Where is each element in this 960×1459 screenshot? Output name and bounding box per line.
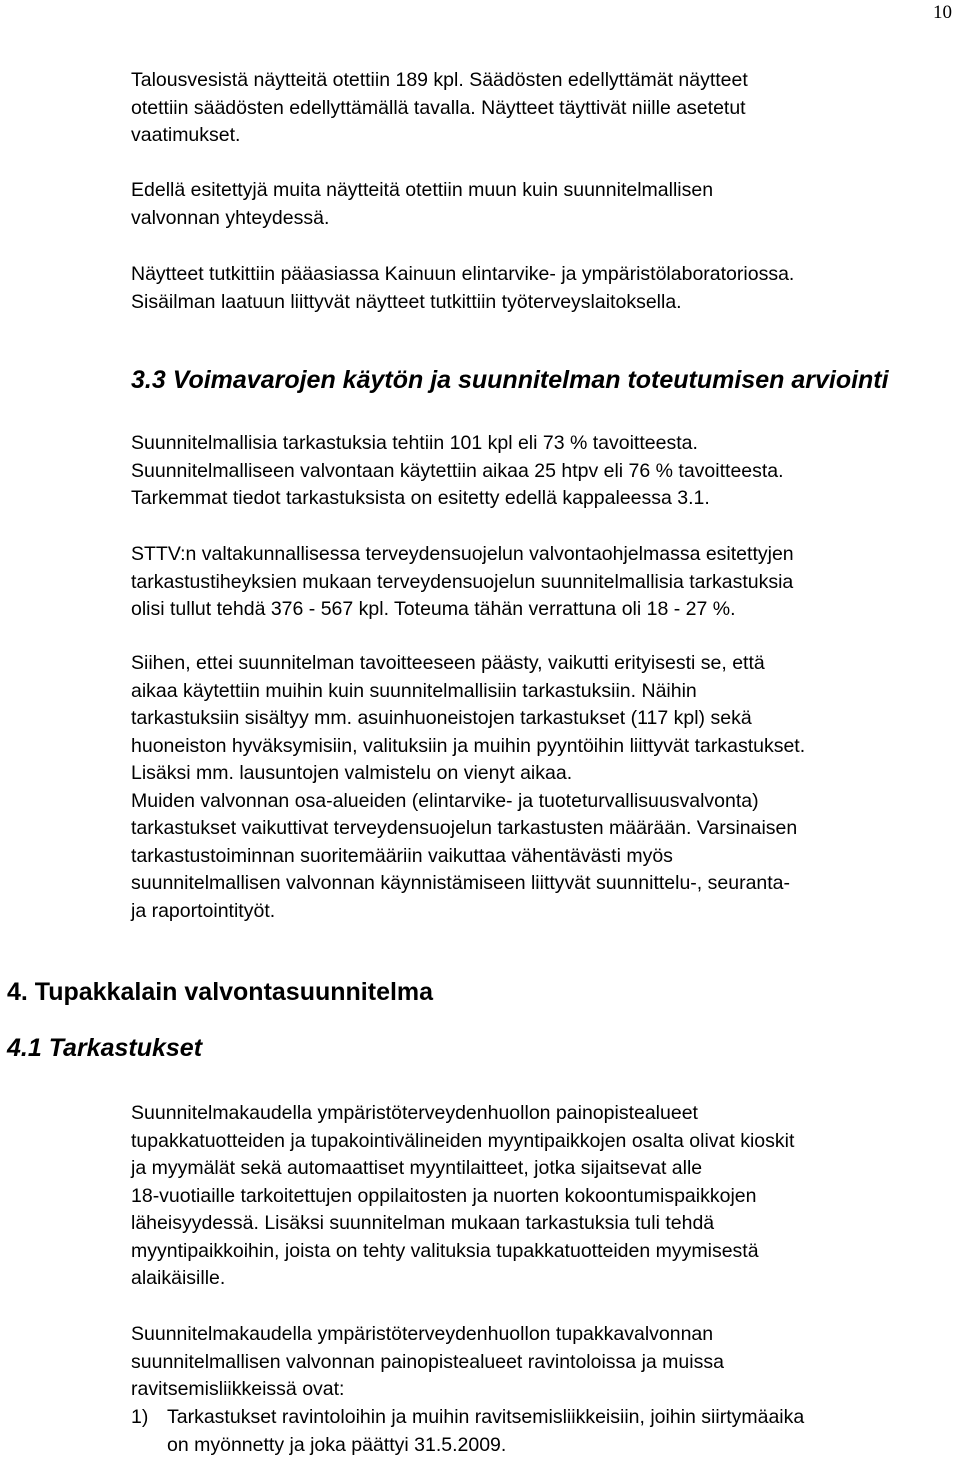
text-line: suunnitelmallisen valvonnan käynnistämiseen liittyvät suunnittelu-, seuranta- xyxy=(131,872,791,894)
paragraph-inspections-done xyxy=(131,430,951,513)
text-line: läheisyydessä. Lisäksi suunnitelman mukaan tarkastuksia tuli tehdä xyxy=(131,1212,715,1234)
text-line: tarkastustoiminnan suoritemääriin vaikuttaa vähentävästi myös xyxy=(131,844,673,867)
text-line: alaikäisille. xyxy=(131,1267,226,1289)
text-line: Suunnitelmakaudella ympäristöterveydenhuollon painopistealueet xyxy=(131,1102,698,1124)
text-line: Suunnitelmallisia tarkastuksia tehtiin 101 kpl eli 73 % tavoitteesta. xyxy=(131,432,698,454)
text-line: tupakkatuotteiden ja tupakointivälineiden myyntipaikkojen osalta olivat kioskit xyxy=(131,1129,795,1152)
text-line: Näytteet tutkittiin pääasiassa Kainuun elintarvike- ja ympäristölaboratoriossa. xyxy=(131,263,795,285)
text-line: tarkastukset vaikuttivat terveydensuojelun tarkastusten määrään. Varsinaisen xyxy=(131,817,798,839)
text-line: Tarkastukset ravintoloihin ja muihin ravitsemisliikkeisiin, joihin siirtymäaika xyxy=(167,1406,805,1428)
text-line: suunnitelmallisen valvonnan painopistealueet ravintoloissa ja muissa xyxy=(131,1350,724,1373)
paragraph-restaurant-priorities xyxy=(131,1321,951,1404)
chapter-heading-4: 4. Tupakkalain valvontasuunnitelma xyxy=(7,978,434,1006)
text-line: Tarkemmat tiedot tarkastuksista on esitetty edellä kappaleessa 3.1. xyxy=(131,487,710,509)
text-line: valvonnan yhteydessä. xyxy=(131,206,330,229)
numbered-list-item xyxy=(131,1404,804,1459)
text-line: STTV:n valtakunnallisessa terveydensuojelun valvontaohjelmassa esitettyjen xyxy=(131,543,794,565)
section-heading-3-3: 3.3 Voimavarojen käytön ja suunnitelman toteutumisen arviointi xyxy=(131,366,889,394)
text-line: Suunnitelmakaudella ympäristöterveydenhuollon tupakkavalvonnan xyxy=(131,1323,714,1345)
text-line: 18-vuotiaille tarkoitettujen oppilaitosten ja nuorten kokoontumispaikkojen xyxy=(131,1184,757,1207)
text-line: tarkastuksiin sisältyy mm. asuinhuoneistojen tarkastukset (117 kpl) sekä xyxy=(131,707,752,729)
text-line: Lisäksi mm. lausuntojen valmistelu on vienyt aikaa. xyxy=(131,762,573,784)
text-line: on myönnetty ja joka päättyi 31.5.2009. xyxy=(167,1433,507,1456)
text-line: Suunnitelmalliseen valvontaan käytettiin aikaa 25 htpv eli 76 % tavoitteesta. xyxy=(131,459,784,482)
paragraph-laboratories xyxy=(131,261,951,316)
paragraph-tobacco-priorities xyxy=(131,1100,951,1293)
text-line: Edellä esitettyjä muita näytteitä otettiin muun kuin suunnitelmallisen xyxy=(131,179,714,201)
text-line: Siihen, ettei suunnitelman tavoitteeseen päästy, vaikutti erityisesti se, että xyxy=(131,652,765,674)
section-heading-4-1: 4.1 Tarkastukset xyxy=(7,1034,203,1062)
text-line: myyntipaikkoihin, joista on tehty valituksia tupakkatuotteiden myymisestä xyxy=(131,1239,759,1262)
paragraph-sttv-program xyxy=(131,541,951,624)
text-line: huoneiston hyväksymisiin, valituksiin ja muihin pyyntöihin liittyvät tarkastukset. xyxy=(131,734,806,757)
text-line: ja myymälät sekä automaattiset myyntilaitteet, jotka sijaitsevat alle xyxy=(131,1157,703,1179)
text-line: aikaa käytettiin muihin kuin suunnitelmallisiin tarkastuksiin. Näihin xyxy=(131,679,697,702)
list-item-text xyxy=(167,1404,804,1459)
text-line: ja raportointityöt. xyxy=(131,899,276,922)
text-line: ravitsemisliikkeissä ovat: xyxy=(131,1378,345,1400)
page-number: 10 xyxy=(933,2,952,23)
text-line: vaatimukset. xyxy=(131,124,241,146)
text-line: otettiin säädösten edellyttämällä tavalla. Näytteet täyttivät niille asetetut xyxy=(131,96,746,119)
paragraph-goal-not-reached xyxy=(131,650,951,925)
paragraph-other-samples xyxy=(131,177,951,232)
text-line: Talousvesistä näytteitä otettiin 189 kpl. Säädösten edellyttämät näytteet xyxy=(131,69,748,91)
paragraph-water-samples xyxy=(131,67,951,150)
text-line: olisi tullut tehdä 376 - 567 kpl. Toteuma tähän verrattuna oli 18 - 27 %. xyxy=(131,598,736,620)
text-line: tarkastustiheyksien mukaan terveydensuojelun suunnitelmallisia tarkastuksia xyxy=(131,570,794,593)
list-marker: 1) xyxy=(131,1406,149,1428)
text-line: Muiden valvonnan osa-alueiden (elintarvike- ja tuoteturvallisuusvalvonta) xyxy=(131,789,759,812)
text-line: Sisäilman laatuun liittyvät näytteet tutkittiin työterveyslaitoksella. xyxy=(131,290,682,313)
